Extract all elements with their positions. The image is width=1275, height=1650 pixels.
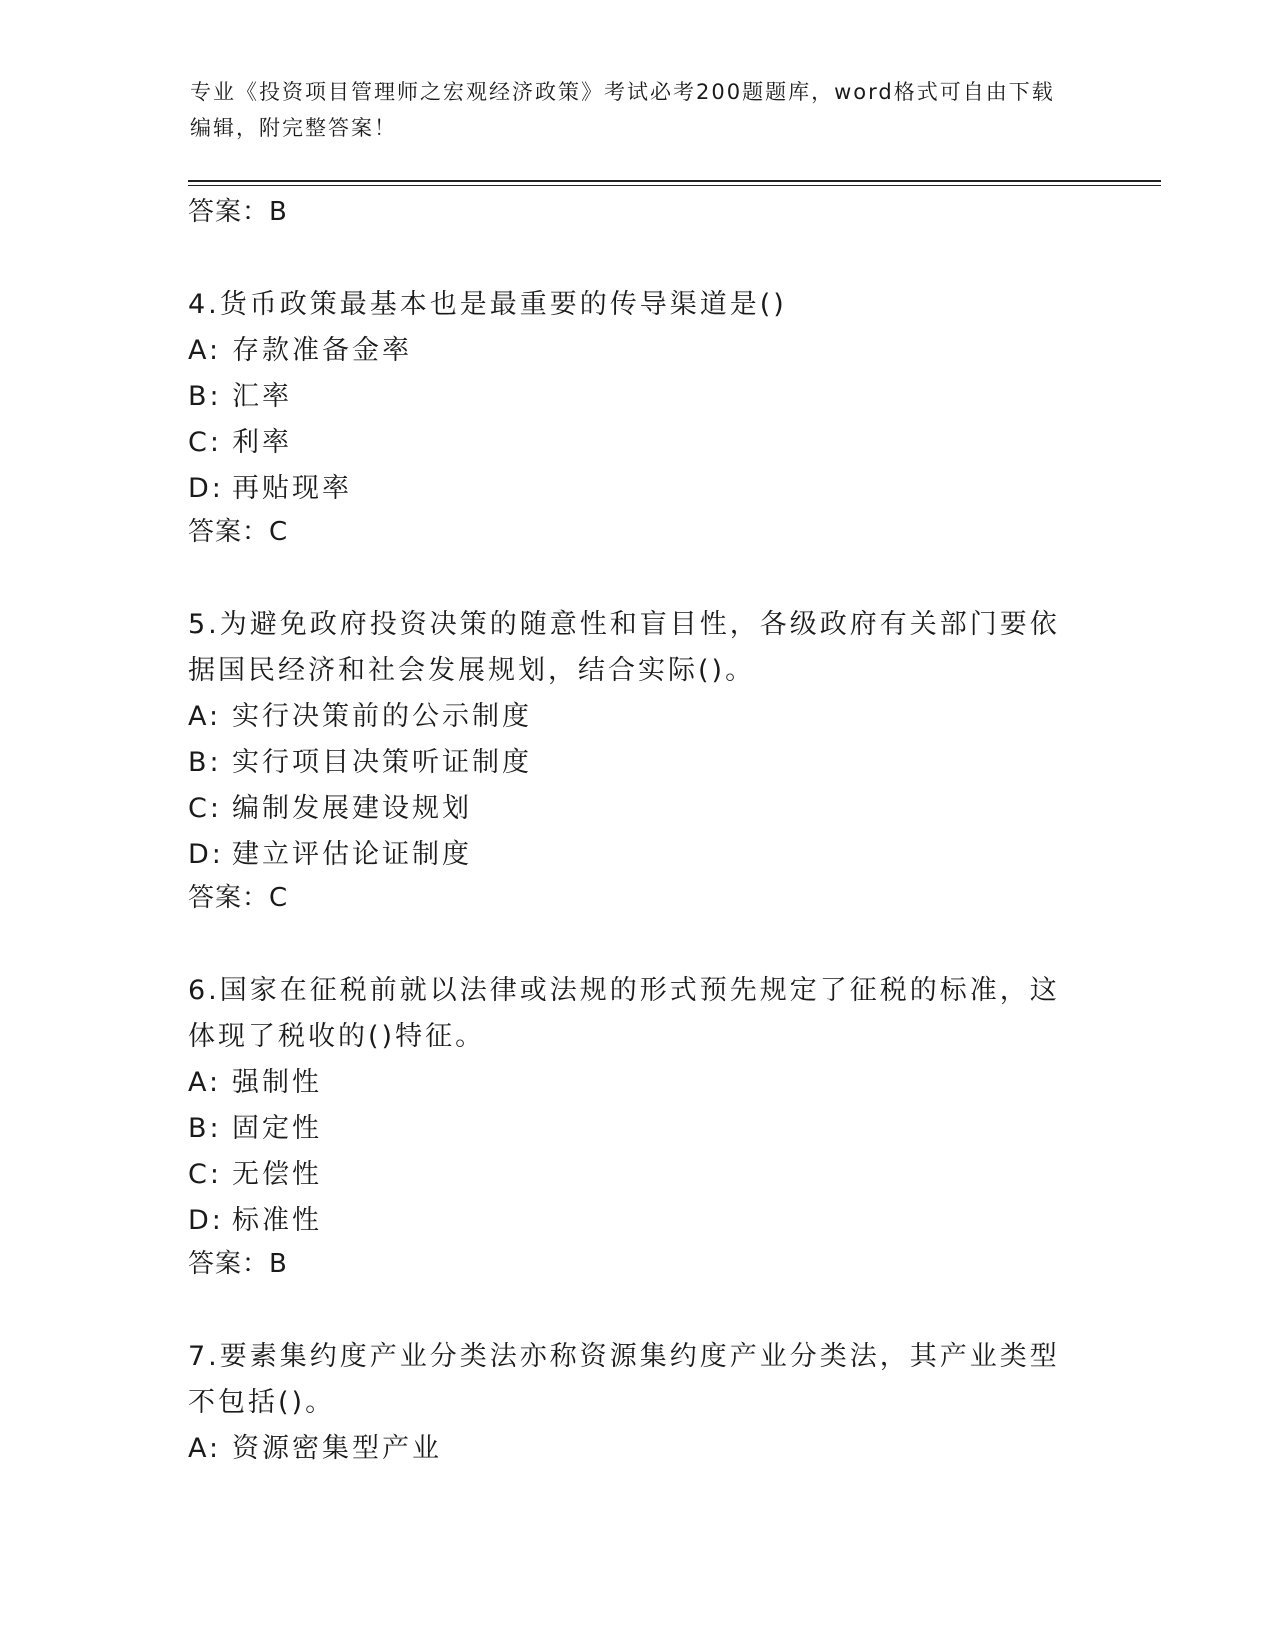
question-block <box>188 968 1088 1284</box>
option-c: C: 无偿性 <box>188 1159 322 1190</box>
question-block <box>188 282 1088 552</box>
option-d: D: 标准性 <box>188 1205 322 1236</box>
option-a: A: 强制性 <box>188 1067 322 1098</box>
document-header: 专业《投资项目管理师之宏观经济政策》考试必考200题题库，word格式可自由下载编辑，附完整答案！ <box>190 80 1055 140</box>
question-block <box>188 1334 1088 1472</box>
question-text: 6.国家在征税前就以法律或法规的形式预先规定了征税的标准，这体现了税收的()特征。 <box>188 975 1060 1052</box>
option-d: D: 再贴现率 <box>188 473 352 504</box>
header-rule-thin <box>188 185 1161 186</box>
answer-line: 答案：C <box>188 883 289 913</box>
answer-line: 答案：B <box>188 1249 288 1279</box>
option-a: A: 存款准备金率 <box>188 335 412 366</box>
answer-line: 答案：B <box>188 197 288 227</box>
question-text: 7.要素集约度产业分类法亦称资源集约度产业分类法，其产业类型不包括()。 <box>188 1341 1060 1418</box>
option-d: D: 建立评估论证制度 <box>188 839 472 870</box>
option-b: B: 固定性 <box>188 1113 322 1144</box>
document-body <box>188 192 1088 1472</box>
option-a: A: 实行决策前的公示制度 <box>188 701 532 732</box>
option-c: C: 编制发展建设规划 <box>188 793 472 824</box>
question-text: 5.为避免政府投资决策的随意性和盲目性，各级政府有关部门要依据国民经济和社会发展规划，结合实际()。 <box>188 609 1060 686</box>
option-b: B: 汇率 <box>188 381 292 412</box>
question-text: 4.货币政策最基本也是最重要的传导渠道是() <box>188 289 787 320</box>
option-b: B: 实行项目决策听证制度 <box>188 747 532 778</box>
question-block <box>188 602 1088 918</box>
answer-line: 答案：C <box>188 517 289 547</box>
header-rule <box>188 180 1161 182</box>
option-a: A: 资源密集型产业 <box>188 1433 442 1464</box>
option-c: C: 利率 <box>188 427 292 458</box>
